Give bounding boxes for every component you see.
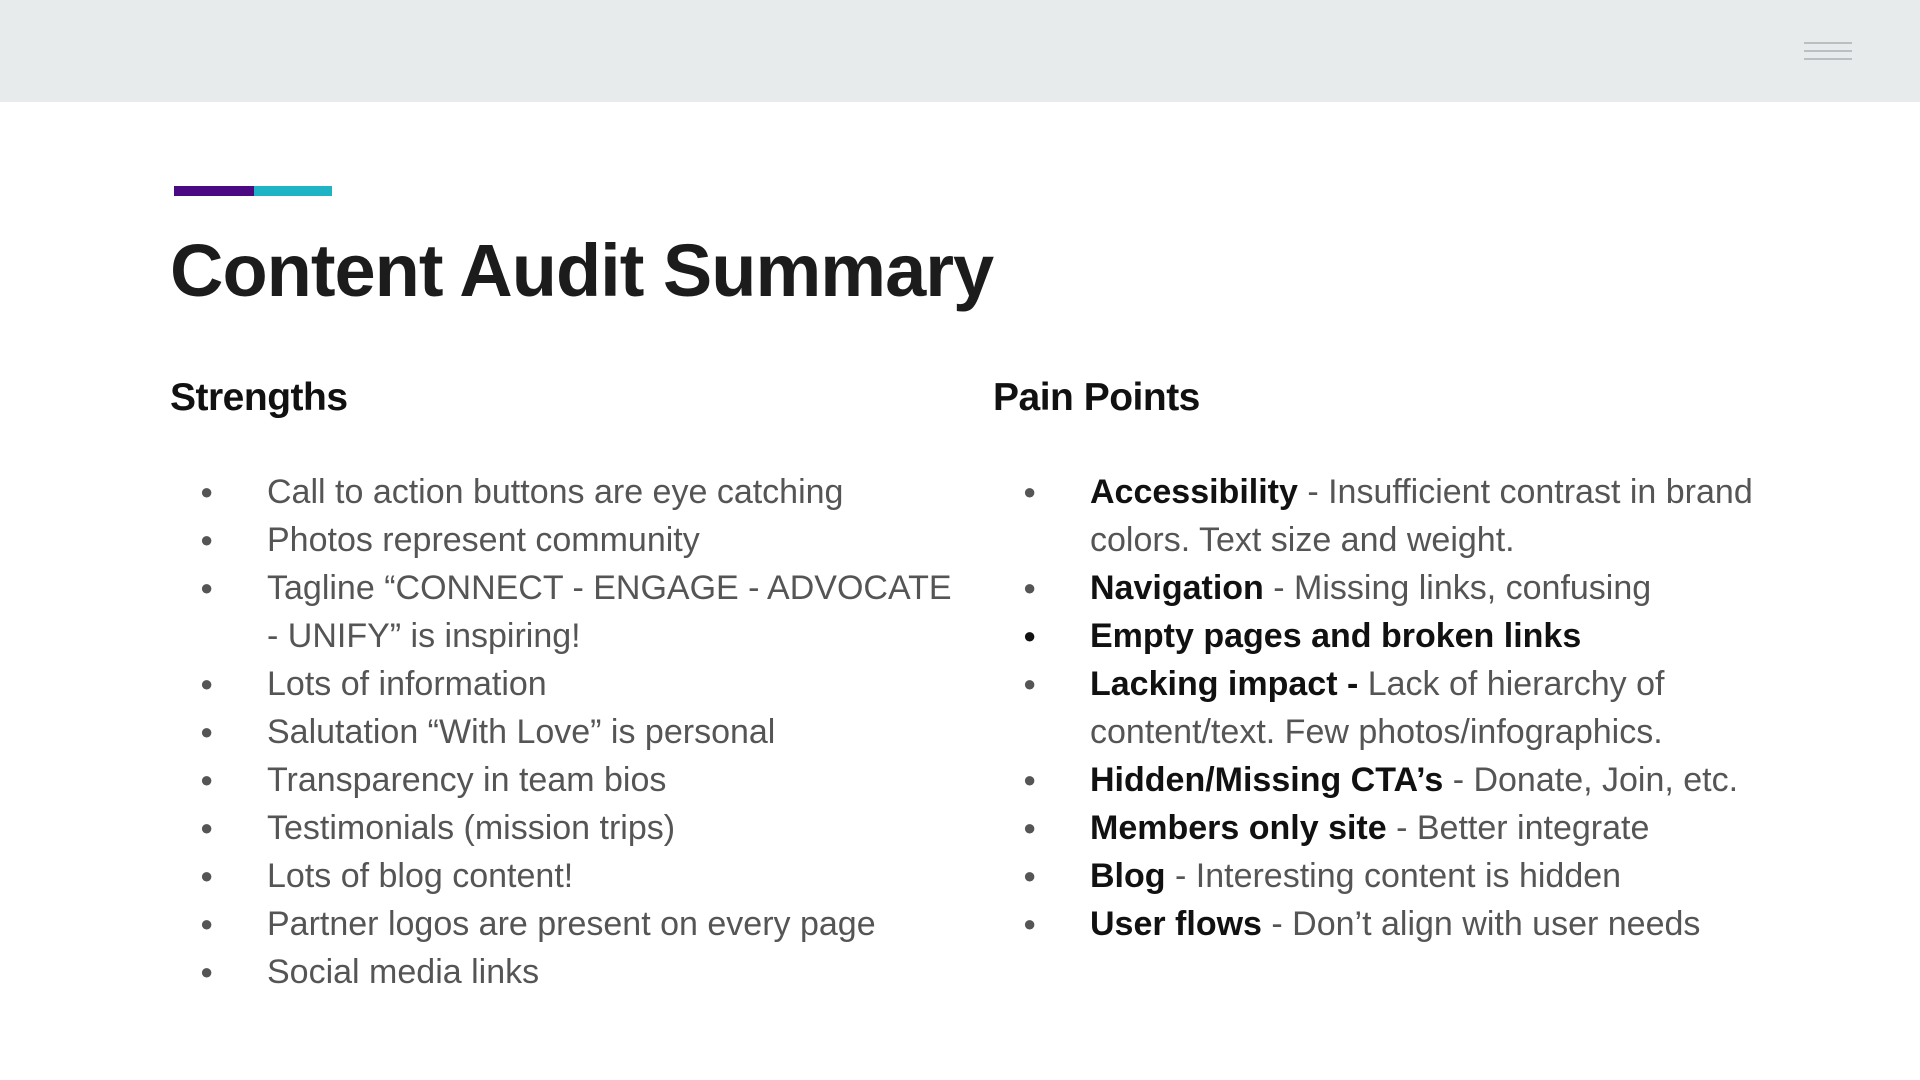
pain-point-term: Navigation — [1090, 569, 1264, 607]
pain-point-item — [993, 852, 1790, 900]
strength-text: Tagline “CONNECT - ENGAGE - ADVOCATE - UNIFY” is inspiring! — [267, 569, 952, 655]
pain-point-term: Empty pages and broken links — [1090, 617, 1582, 655]
pain-point-term: Hidden/Missing CTA’s — [1090, 761, 1444, 799]
strength-text: Partner logos are present on every page — [267, 905, 876, 943]
strength-text: Social media links — [267, 953, 540, 991]
pain-point-term: Members only site — [1090, 809, 1387, 847]
strengths-list — [170, 468, 967, 996]
pain-point-item — [993, 660, 1790, 756]
strength-item — [170, 468, 967, 516]
bullet-icon: ● — [200, 815, 214, 840]
bullet-icon: ● — [1023, 623, 1037, 648]
strength-text: Photos represent community — [267, 521, 700, 559]
pain-point-detail: Don’t align with user needs — [1292, 905, 1701, 943]
strengths-section — [170, 376, 952, 991]
pain-point-separator: - — [1443, 761, 1474, 799]
title-accent-bar — [174, 186, 332, 196]
pain-point-item — [993, 900, 1790, 948]
bullet-icon: ● — [1023, 575, 1037, 600]
pain-point-detail: Better integrate — [1416, 809, 1650, 847]
bullet-icon: ● — [200, 767, 214, 792]
page-title: Content Audit Summary — [170, 229, 994, 312]
pain-point-item — [993, 756, 1790, 804]
pain-points-section — [993, 376, 1793, 943]
bullet-icon: ● — [200, 479, 214, 504]
strength-text: Transparency in team bios — [267, 761, 667, 799]
pain-point-term: Blog — [1090, 857, 1166, 895]
strength-text: Salutation “With Love” is personal — [267, 713, 776, 751]
pain-point-separator: - — [1386, 809, 1417, 847]
hamburger-menu-icon[interactable] — [1804, 42, 1852, 60]
strength-text: Call to action buttons are eye catching — [267, 473, 844, 511]
bullet-icon: ● — [1023, 479, 1037, 504]
pain-point-item — [993, 804, 1790, 852]
pain-point-detail: Lack of hierarchy of content/text. Few photos/infographics. — [1090, 665, 1665, 751]
pain-points-list — [993, 468, 1790, 948]
bullet-icon: ● — [200, 527, 214, 552]
strength-item — [170, 516, 967, 564]
bullet-icon: ● — [200, 911, 214, 936]
strength-item — [170, 852, 967, 900]
pain-point-detail: Missing links, confusing — [1294, 569, 1652, 607]
pain-point-separator: - — [1297, 473, 1329, 511]
pain-point-item — [993, 564, 1790, 612]
bullet-icon: ● — [200, 719, 214, 744]
pain-point-detail: Interesting content is hidden — [1195, 857, 1622, 895]
strength-item — [170, 756, 967, 804]
accent-teal-segment — [254, 186, 332, 196]
pain-point-detail: Donate, Join, etc. — [1473, 761, 1739, 799]
strength-text: Lots of blog content! — [267, 857, 574, 895]
pain-point-term: Accessibility — [1090, 473, 1298, 511]
bullet-icon: ● — [200, 671, 214, 696]
strength-item — [170, 564, 967, 660]
strength-item — [170, 708, 967, 756]
pain-point-separator: - — [1261, 905, 1293, 943]
pain-point-separator: - — [1263, 569, 1295, 607]
bullet-icon: ● — [200, 575, 214, 600]
bullet-icon: ● — [1023, 815, 1037, 840]
accent-purple-segment — [174, 186, 254, 196]
strength-item — [170, 660, 967, 708]
strength-text: Testimonials (mission trips) — [267, 809, 676, 847]
bullet-icon: ● — [1023, 863, 1037, 888]
top-bar — [0, 0, 1920, 102]
bullet-icon: ● — [1023, 671, 1037, 696]
pain-point-term: User flows — [1090, 905, 1262, 943]
strength-item — [170, 948, 967, 996]
bullet-icon: ● — [200, 959, 214, 984]
strengths-heading: Strengths — [170, 376, 348, 419]
bullet-icon: ● — [200, 863, 214, 888]
bullet-icon: ● — [1023, 767, 1037, 792]
pain-points-heading: Pain Points — [993, 376, 1200, 419]
pain-point-item — [993, 612, 1790, 660]
pain-point-separator: - — [1165, 857, 1196, 895]
bullet-icon: ● — [1023, 911, 1037, 936]
pain-point-separator — [1358, 665, 1367, 703]
pain-point-item — [993, 468, 1790, 564]
strength-item — [170, 900, 967, 948]
pain-point-detail: Insufficient contrast in brand colors. Text size and weight. — [1090, 473, 1753, 559]
strength-item — [170, 804, 967, 852]
strength-text: Lots of information — [267, 665, 547, 703]
pain-point-term: Lacking impact - — [1090, 665, 1359, 703]
